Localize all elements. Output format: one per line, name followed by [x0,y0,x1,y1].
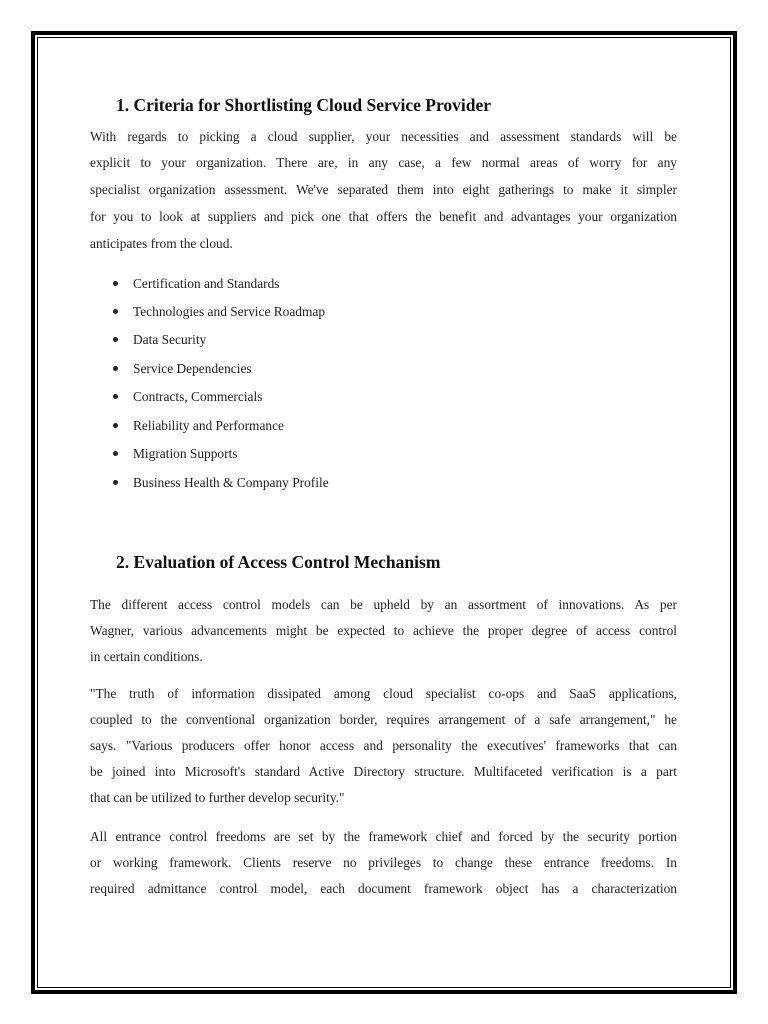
list-item [113,446,238,462]
bullet-icon [113,394,118,399]
list-item-label: Certification and Standards [133,276,280,291]
list-item [113,475,329,491]
page-border-inner [37,37,731,988]
bullet-icon [113,451,118,456]
text-line: required admittance control model, each document framework object has a characterization [90,881,677,896]
text-line: All entrance control freedoms are set by the framework chief and forced by the security portion [90,829,677,844]
list-item-label: Service Dependencies [133,361,252,376]
list-item [113,361,252,377]
list-item-label: Reliability and Performance [133,418,284,433]
text-line: or working framework. Clients reserve no privileges to change these entrance freedoms. In [90,855,677,870]
list-item-label: Migration Supports [133,446,238,461]
bullet-icon [113,423,118,428]
text-line: that can be utilized to further develop security." [90,790,345,805]
list-item [113,304,325,320]
text-line: With regards to picking a cloud supplier, your necessities and assessment standards will be [90,129,677,144]
bullet-icon [113,480,118,485]
bullet-icon [113,309,118,314]
list-item-label: Contracts, Commercials [133,389,263,404]
text-line: coupled to the conventional organization border, requires arrangement of a safe arrangement," he [90,712,677,727]
text-line: specialist organization assessment. We've separated them into eight gatherings to make it simpler [90,182,677,197]
section-1-heading: 1. Criteria for Shortlisting Cloud Service Provider [116,95,492,115]
page-border [31,31,737,994]
list-item [113,418,284,434]
text-line: for you to look at suppliers and pick one that offers the benefit and advantages your organization [90,209,677,224]
list-item-label: Business Health & Company Profile [133,475,329,490]
list-item-label: Data Security [133,332,207,347]
text-line: in certain conditions. [90,649,203,664]
text-line: "The truth of information dissipated among cloud specialist co-ops and SaaS applications, [90,686,677,701]
text-line: The different access control models can be upheld by an assortment of innovations. As per [90,597,677,612]
list-item [113,389,262,405]
section-2-heading: 2. Evaluation of Access Control Mechanism [116,552,441,572]
bullet-icon [113,366,118,371]
bullet-icon [113,337,118,342]
list-item-label: Technologies and Service Roadmap [133,304,326,319]
text-line: be joined into Microsoft's standard Active Directory structure. Multifaceted verification is a part [90,764,677,779]
bullet-icon [113,281,118,286]
text-line: explicit to your organization. There are, in any case, a few normal areas of worry for any [90,155,677,170]
text-line: anticipates from the cloud. [90,236,233,251]
list-item [113,332,206,348]
text-line: says. "Various producers offer honor access and personality the executives' frameworks that can [90,738,677,753]
list-item [113,276,280,292]
text-line: Wagner, various advancements might be expected to achieve the proper degree of access control [90,623,677,638]
